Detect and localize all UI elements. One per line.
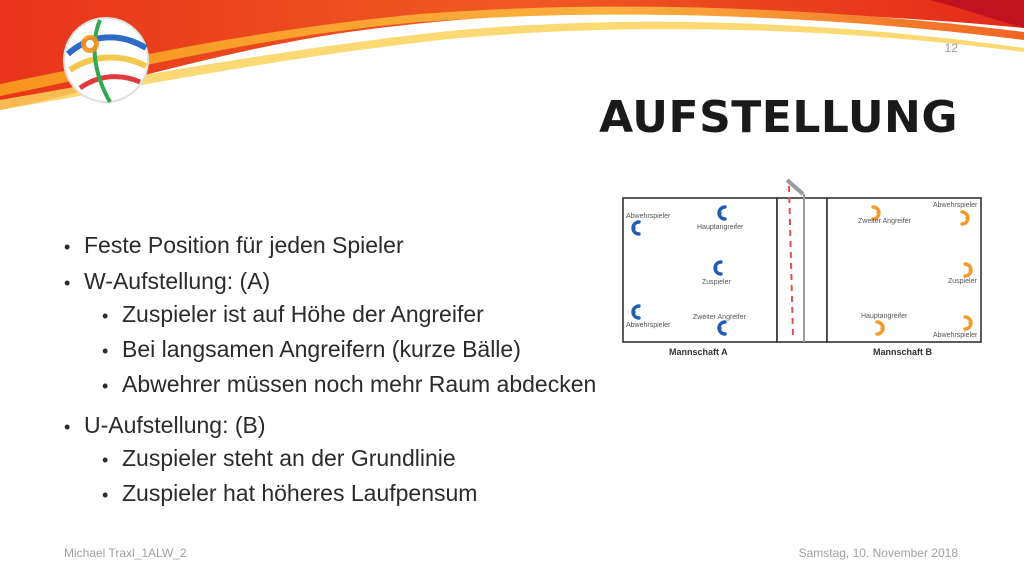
- slide-title: AUFSTELLUNG: [599, 92, 958, 143]
- sub-bullet-text: Zuspieler ist auf Höhe der Angreifer: [122, 301, 484, 327]
- volleyball-court-diagram: [617, 176, 987, 366]
- slide-number: 12: [944, 41, 958, 55]
- footer-author: Michael Traxl_1ALW_2: [64, 546, 187, 560]
- bullet-text: W-Aufstellung: (A): [84, 268, 271, 294]
- team-b-name: Mannschaft B: [873, 347, 933, 357]
- bullet-dot-icon: •: [102, 450, 109, 470]
- footer-date: Samstag, 10. November 2018: [798, 546, 958, 560]
- bullet-text: Feste Position für jeden Spieler: [84, 232, 404, 258]
- bullet-dot-icon: •: [64, 417, 71, 437]
- label-a-zuspieler: Zuspieler: [702, 279, 731, 286]
- team-a-name: Mannschaft A: [669, 347, 728, 357]
- sub-bullet-item: [64, 368, 764, 403]
- court-center-zone: [777, 198, 827, 342]
- sub-bullet-text: Zuspieler steht an der Grundlinie: [122, 445, 456, 471]
- sub-bullet-text: Zuspieler hat höheres Laufpensum: [122, 480, 478, 506]
- bullet-dot-icon: •: [102, 341, 109, 361]
- sub-bullet-text: Abwehrer müssen noch mehr Raum abdecken: [122, 371, 597, 397]
- sub-bullet-text: Bei langsamen Angreifern (kurze Bälle): [122, 336, 521, 362]
- label-b-zuspieler: Zuspieler: [948, 278, 977, 285]
- label-b-abwehr-top: Abwehrspieler: [933, 202, 978, 209]
- label-a-abwehr-bottom: Abwehrspieler: [626, 322, 671, 329]
- ball-logo: [60, 14, 152, 106]
- sub-bullet-item: [64, 477, 764, 512]
- label-a-zweiter-angreifer: Zweiter Angreifer: [693, 314, 746, 321]
- bullet-dot-icon: •: [64, 273, 71, 293]
- bullet-dot-icon: •: [102, 306, 109, 326]
- bullet-dot-icon: •: [102, 376, 109, 396]
- bullet-item: [64, 408, 764, 444]
- bullet-dot-icon: •: [102, 485, 109, 505]
- label-b-abwehr-bottom: Abwehrspieler: [933, 332, 978, 339]
- label-b-hauptangreifer: Hauptangreifer: [861, 313, 908, 320]
- label-b-zweiter-angreifer: Zweiter Angreifer: [858, 218, 911, 225]
- sub-bullet-item: [64, 442, 764, 477]
- bullet-text: U-Aufstellung: (B): [84, 412, 266, 438]
- label-a-hauptangreifer: Hauptangreifer: [697, 224, 744, 231]
- bullet-dot-icon: •: [64, 237, 71, 257]
- label-a-abwehr-top: Abwehrspieler: [626, 213, 671, 220]
